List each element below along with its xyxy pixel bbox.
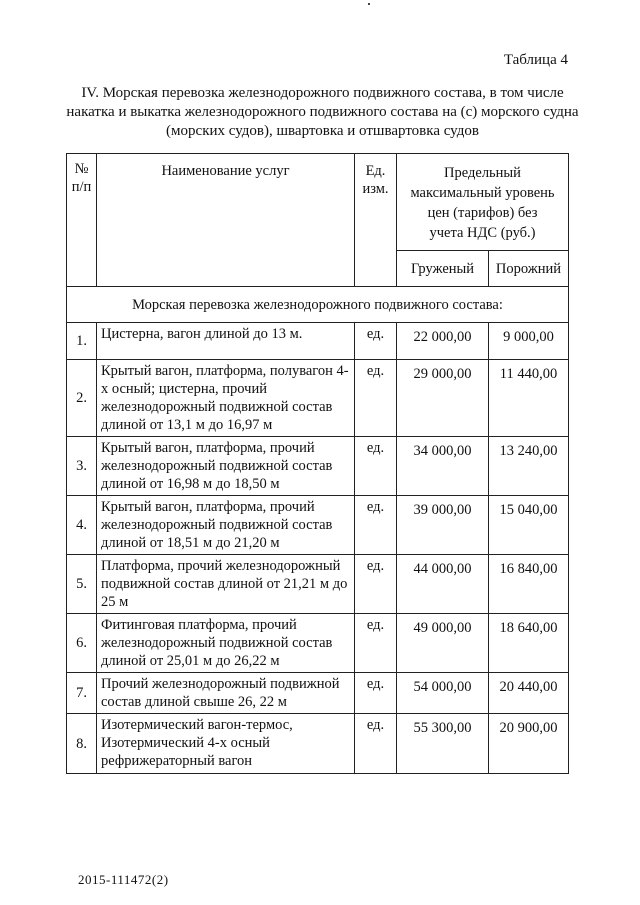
row-number: 2. xyxy=(67,360,97,437)
row-number: 3. xyxy=(67,437,97,496)
service-name: Крытый вагон, платформа, прочий железнодорожный подвижной состав длиной от 16,98 м до 18,50 м xyxy=(97,437,355,496)
price-loaded: 22 000,00 xyxy=(397,323,489,360)
unit: ед. xyxy=(355,714,397,774)
header-row xyxy=(67,154,569,251)
unit: ед. xyxy=(355,496,397,555)
price-empty: 13 240,00 xyxy=(489,437,569,496)
row-number: 8. xyxy=(67,714,97,774)
unit: ед. xyxy=(355,614,397,673)
price-loaded: 29 000,00 xyxy=(397,360,489,437)
tariff-table xyxy=(66,153,569,774)
table-row xyxy=(67,714,569,774)
table-row xyxy=(67,673,569,714)
header-loaded: Груженый xyxy=(397,251,489,287)
header-no: № п/п xyxy=(67,154,97,287)
service-name: Цистерна, вагон длиной до 13 м. xyxy=(97,323,355,360)
header-empty: Порожний xyxy=(489,251,569,287)
heading-line: IV. Морская перевозка железнодорожного подвижного состава, в том числе xyxy=(81,85,564,101)
unit: ед. xyxy=(355,673,397,714)
row-number: 7. xyxy=(67,673,97,714)
price-loaded: 44 000,00 xyxy=(397,555,489,614)
heading-line: накатка и выкатка железнодорожного подвижного состава на (с) морского судна xyxy=(66,104,579,120)
header-name: Наименование услуг xyxy=(97,154,355,287)
price-empty: 18 640,00 xyxy=(489,614,569,673)
section-heading xyxy=(60,84,585,141)
price-empty: 20 900,00 xyxy=(489,714,569,774)
section-row xyxy=(67,287,569,323)
table-row xyxy=(67,323,569,360)
scan-dot xyxy=(368,3,370,5)
unit: ед. xyxy=(355,323,397,360)
table-row xyxy=(67,496,569,555)
service-name: Фитинговая платформа, прочий железнодорожный подвижной состав длиной от 25,01 м до 26,22 м xyxy=(97,614,355,673)
row-number: 1. xyxy=(67,323,97,360)
price-loaded: 54 000,00 xyxy=(397,673,489,714)
table-row xyxy=(67,614,569,673)
price-empty: 11 440,00 xyxy=(489,360,569,437)
heading-line: (морских судов), швартовка и отшвартовка судов xyxy=(166,123,479,139)
price-loaded: 49 000,00 xyxy=(397,614,489,673)
unit: ед. xyxy=(355,360,397,437)
header-price-group: Предельный максимальный уровень цен (тарифов) без учета НДС (руб.) xyxy=(397,154,569,251)
price-loaded: 55 300,00 xyxy=(397,714,489,774)
table-row xyxy=(67,360,569,437)
row-number: 4. xyxy=(67,496,97,555)
service-name: Платформа, прочий железнодорожный подвижной состав длиной от 21,21 м до 25 м xyxy=(97,555,355,614)
document-code: 2015-111472(2) xyxy=(78,872,169,887)
service-name: Крытый вагон, платформа, прочий железнодорожный подвижной состав длиной от 18,51 м до 21,20 м xyxy=(97,496,355,555)
price-empty: 15 040,00 xyxy=(489,496,569,555)
service-name: Прочий железнодорожный подвижной состав длиной свыше 26, 22 м xyxy=(97,673,355,714)
unit: ед. xyxy=(355,555,397,614)
table-number-label: Таблица 4 xyxy=(503,52,568,68)
price-loaded: 39 000,00 xyxy=(397,496,489,555)
price-loaded: 34 000,00 xyxy=(397,437,489,496)
price-empty: 20 440,00 xyxy=(489,673,569,714)
price-empty: 9 000,00 xyxy=(489,323,569,360)
unit: ед. xyxy=(355,437,397,496)
table-row xyxy=(67,437,569,496)
row-number: 6. xyxy=(67,614,97,673)
price-empty: 16 840,00 xyxy=(489,555,569,614)
service-name: Крытый вагон, платформа, полувагон 4-х осный; цистерна, прочий железнодорожный подвижной состав длиной от 13,1 м до 16,97 м xyxy=(97,360,355,437)
header-unit: Ед. изм. xyxy=(355,154,397,287)
table-row xyxy=(67,555,569,614)
section-title: Морская перевозка железнодорожного подвижного состава: xyxy=(67,287,569,323)
row-number: 5. xyxy=(67,555,97,614)
service-name: Изотермический вагон-термос, Изотермический 4-х осный рефрижераторный вагон xyxy=(97,714,355,774)
